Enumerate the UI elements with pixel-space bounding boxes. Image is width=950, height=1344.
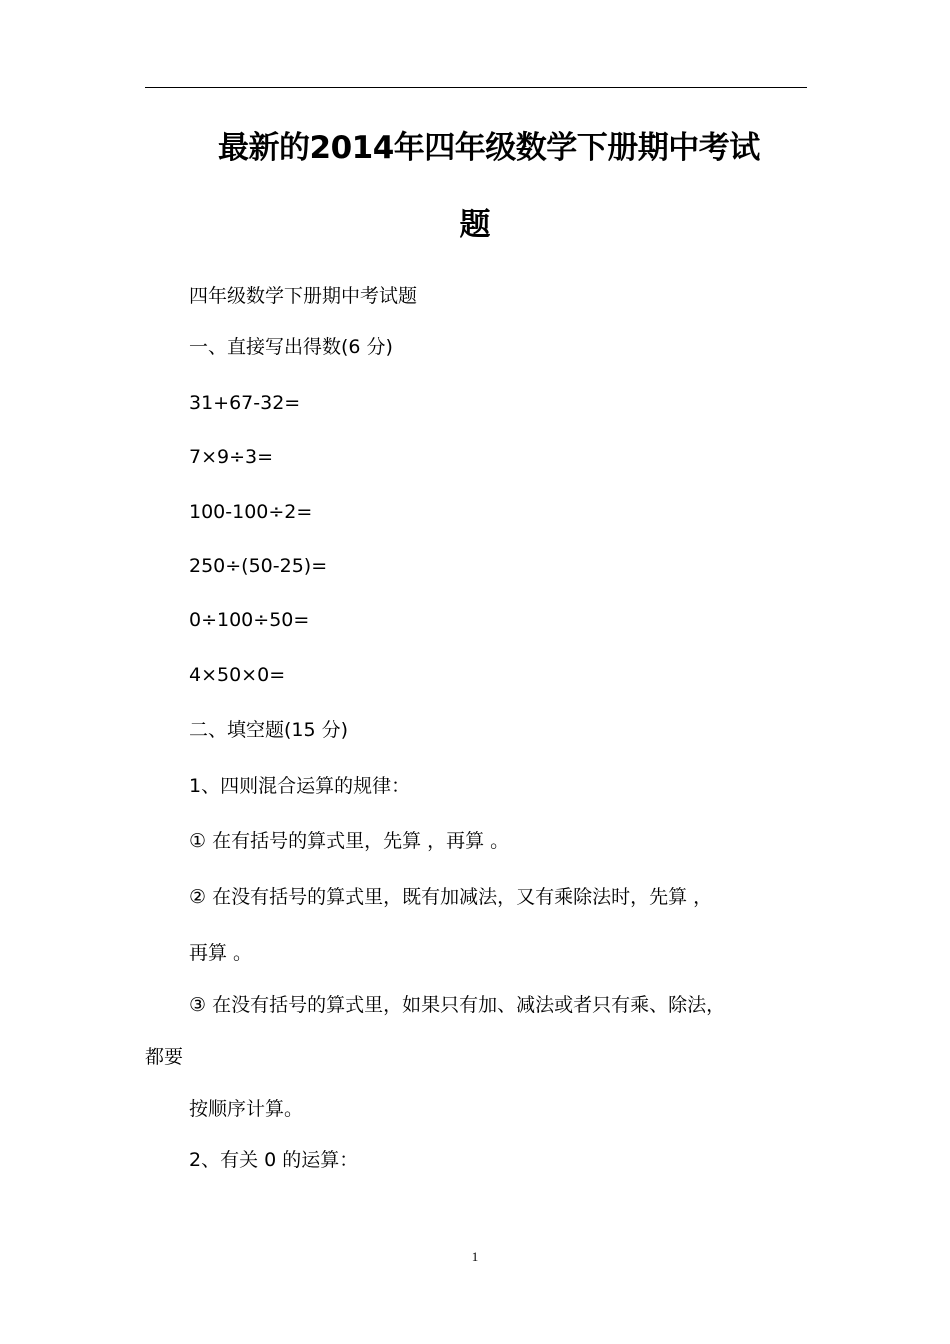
- rule-item-3-continued: 都要: [145, 1046, 184, 1068]
- problem-4: 250÷(50-25)=: [189, 555, 328, 577]
- subtitle: 四年级数学下册期中考试题: [189, 285, 418, 307]
- document-title-line-1: 最新的2014年四年级数学下册期中考试: [218, 130, 760, 166]
- section-heading-1: 一、直接写出得数(6 分): [189, 336, 393, 358]
- problem-2: 7×9÷3=: [189, 446, 274, 468]
- problem-5: 0÷100÷50=: [189, 609, 310, 631]
- rule-item-1: ① 在有括号的算式里，先算 ，再算 。: [189, 830, 510, 852]
- document-title-line-2: 题: [459, 207, 491, 243]
- rule-item-2: ② 在没有括号的算式里，既有加减法，又有乘除法时，先算 ，: [189, 886, 713, 908]
- problem-1: 31+67-32=: [189, 392, 301, 414]
- page-number: 1: [471, 1249, 479, 1264]
- problem-3: 100-100÷2=: [189, 501, 313, 523]
- section-heading-2: 二、填空题(15 分): [189, 719, 349, 741]
- rule-item-3: ③ 在没有括号的算式里，如果只有加、减法或者只有乘、除法，: [189, 994, 726, 1016]
- question-2: 2、有关 0 的运算：: [189, 1149, 359, 1171]
- header-rule: [145, 87, 807, 88]
- problem-6: 4×50×0=: [189, 664, 286, 686]
- rule-item-2-continued: 再算 。: [189, 942, 253, 964]
- question-1: 1、四则混合运算的规律：: [189, 775, 411, 797]
- rule-item-3-end: 按顺序计算。: [189, 1098, 304, 1120]
